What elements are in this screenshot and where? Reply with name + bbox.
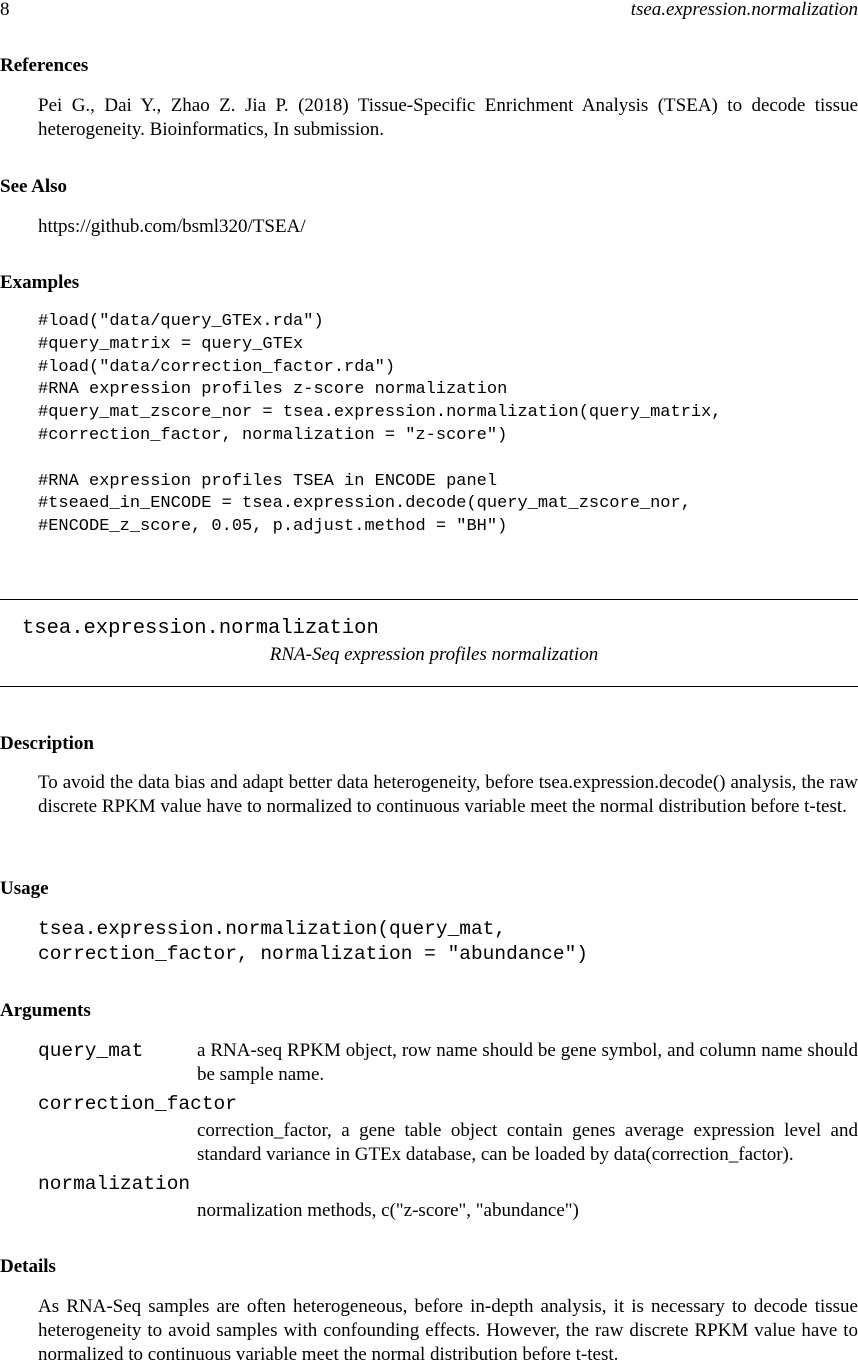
argument-description: correction_factor, a gene table object contain genes average expression level and standard variance in GTEx database, can be loaded by data(correction_factor). xyxy=(197,1120,858,1165)
details-heading: Details xyxy=(0,1256,56,1277)
function-subtitle: RNA-Seq expression profiles normalization xyxy=(269,644,599,665)
running-title: tsea.expression.normalization xyxy=(630,0,858,20)
bottom-rule xyxy=(0,686,858,687)
examples-heading: Examples xyxy=(0,272,80,293)
details-text: As RNA-Seq samples are often heterogeneous, before in-depth analysis, it is necessary to decode tissue heterogeneity to avoid samples with confounding effects. However, the raw discrete RPKM value have to normalized to continuous variable meet the normal distribution before t-test. xyxy=(38,1296,858,1365)
description-heading: Description xyxy=(0,733,94,754)
argument-name: query_mat xyxy=(38,1040,144,1062)
description-text: To avoid the data bias and adapt better data heterogeneity, before tsea.expression.decode() analysis, the raw discrete RPKM value have to normalized to continuous variable meet the normal distribution before t-test. xyxy=(38,772,858,817)
see-also-heading: See Also xyxy=(0,176,68,197)
top-rule xyxy=(0,599,858,600)
argument-name: correction_factor xyxy=(38,1093,237,1115)
usage-heading: Usage xyxy=(0,878,49,899)
argument-description: a RNA-seq RPKM object, row name should be gene symbol, and column name should be sample name. xyxy=(197,1040,858,1085)
function-name: tsea.expression.normalization xyxy=(22,617,379,640)
page-number: 8 xyxy=(0,0,10,20)
argument-description: normalization methods, c("z-score", "abundance") xyxy=(197,1200,579,1221)
see-also-link[interactable]: https://github.com/bsml320/TSEA/ xyxy=(38,216,306,237)
references-heading: References xyxy=(0,55,89,76)
usage-code: tsea.expression.normalization(query_mat, correction_factor, normalization = "abundance") xyxy=(38,918,588,965)
arguments-heading: Arguments xyxy=(0,1000,91,1021)
references-text: Pei G., Dai Y., Zhao Z. Jia P. (2018) Tissue-Specific Enrichment Analysis (TSEA) to decode tissue heterogeneity. Bioinformatics, In submission. xyxy=(38,95,858,140)
examples-code: #load("data/query_GTEx.rda") #query_matrix = query_GTEx #load("data/correction_factor.rda") #RNA expression profiles z-score normalization #query_mat_zscore_nor = tsea.expression.normalization(query_matrix, #correction_factor, normalization = "z-score") #RNA expression profiles TSEA in ENCODE panel #tseaed_in_ENCODE = tsea.expression.decode(query_mat_zscore_nor, #ENCODE_z_score, 0.05, p.adjust.method = "BH") xyxy=(38,312,722,537)
argument-name: normalization xyxy=(38,1173,191,1195)
